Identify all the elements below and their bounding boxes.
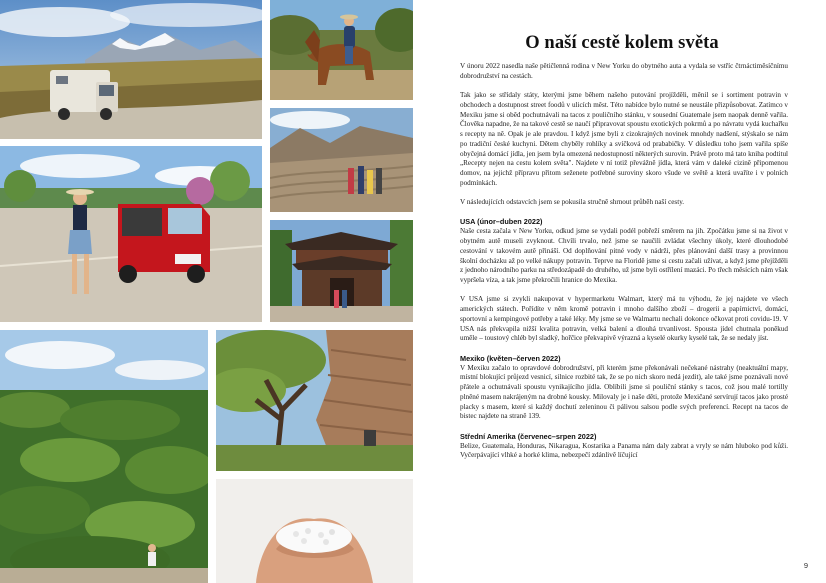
text-page (418, 0, 826, 583)
paragraph: Tak jako se střídaly státy, kterými jsme během našeho putování projížděli, měnil se i sortiment potravin v obchodech a dostupnost street foodů v ulicích měst. Této nabídce bylo nutné se neustále přizpůsobovat. Zatímco v Mexiku jsme si oběd pochutnávali na tacos z pouličního stánku, v sousední Guatemale jsem naopak denně vařila. Člověka napadne, že na takové cestě se naučí připravovat spoustu exotických pokrmů a po návratu vydá kuchařku s recepty na ně. Opak je ale pravdou. I když jsme byli z cizokrajných novinek mnohdy nadšení, stýskalo se nám po tradiční české kuchyni. Dětem chyběly rohlíky a svíčková od prababičky. V důsledku toho jsem vařila spíše obyčejná domácí jídla, jen jsem byla omezená nedostupností některých surovin. Právě proto má tato kniha podtitul „Recepty nejen na cestu kolem světa". Najdete v ní totiž převážně jídla, která vám v daleké cizině připomenou domov, na jejichž přípravu přitom seženete potřebné suroviny skoro všude ve světě a která uvaříte i v polních podmínkách. (460, 91, 788, 187)
section-heading-usa: USA (únor–duben 2022) (460, 217, 543, 227)
horse-rider-photo (270, 0, 413, 100)
camper-van-mountains-photo (0, 0, 262, 139)
page-title: O naší cestě kolem světa (525, 33, 719, 53)
andes-terraces-photo (270, 108, 413, 212)
tuk-tuk-photo (0, 146, 262, 322)
article-body (460, 62, 788, 471)
paragraph: Naše cesta začala v New Yorku, odkud jsme se vydali podél pobřeží směrem na jih. Zpočátku jsme si na život v obytném autě museli zvyknout. Chvíli trvalo, než jsme se naučili zvládat všechny úkoly, které dlouhodobé cestování v takovém autě přináší. Od doplňování pitné vody v nádrži, přes plánování další trasy a provinnou školní docházku až po velké nákupy potravin. Teprve na Floridě jsme si cestu začali užívat, a když jsme přejížděli z jednoho národního parku na středozápadě do druhého, už jsme byli ostřílení mazáci. Po třech měsících nám však vypršela víza, a tak jsme překročili hranice do Mexika. (460, 227, 788, 284)
jungle-canopy-photo (0, 330, 208, 583)
salt-hands-photo (216, 479, 413, 583)
section-heading-central-america: Střední Amerika (červenec–srpen 2022) (460, 431, 597, 441)
cliff-tree-photo (216, 330, 413, 471)
paragraph: V USA jsme si zvykli nakupovat v hypermarketu Walmart, který má tu výhodu, že jej najdete ve všech amerických státech. Pořídíte v něm kromě potravin i mnoho dalšího zboží – drogerii a papírnictví, domácí, sportovní a kempingové potřeby a také léky. My jsme se ve Walmartu nechali dokonce očkovat proti covidu-19. V USA nás překvapila nižší kvalita potravin, velká balení a dlouhá trvanlivost. Spousta jídel chutnala poněkud uměle – toustový chléb byl sladký, hořčice překvapivě výrazná a kyselé okurky kyselé tak, že se nedaly jíst. (460, 295, 788, 343)
paragraph: Belize, Guatemala, Honduras, Nikaragua, Kostarika a Panama nám daly zabrat a vryly se nám hluboko pod kůži. Vyčerpávající vlhké a horké klima, nebezpečí zdánlivě líčující (460, 441, 788, 460)
paragraph: V následujících odstavcích jsem se pokusila stručně shrnout průběh naší cesty. (460, 198, 685, 206)
page-number: 9 (803, 561, 808, 570)
paragraph: V Mexiku začalo to opravdové dobrodružství, při kterém jsme překonávali nečekané nástrahy (neaktuální mapy, místní blokující průjezd vesnicí, silnice rozbité tak, že se po nich skoro nedá jezdit), ale také jsme poznávali nové přátele a ochutnávali spoustu vynikajícího jídla. Oblíbili jsme si pouliční stánky s tacos, což jsou malé tortilly plněné masem nakrájeným na drobné kousky. Milovaly je i naše děti, protože Mexičané servírují tacos jako prosté placky s masem, které si každý dochutí zeleninou či pálivou salsou podle svých preferencí. Recept na tacos de bistec najdete na straně 139. (460, 363, 788, 421)
intro-paragraph: V únoru 2022 nasedla naše pětičlenná rodina v New Yorku do obytného auta a vydala se vstříc čtrnáctiměsíčnímu dobrodružství na cestách. (460, 62, 788, 80)
temple-gate-photo (270, 220, 413, 322)
section-heading-mexico: Mexiko (květen–červen 2022) (460, 353, 561, 363)
